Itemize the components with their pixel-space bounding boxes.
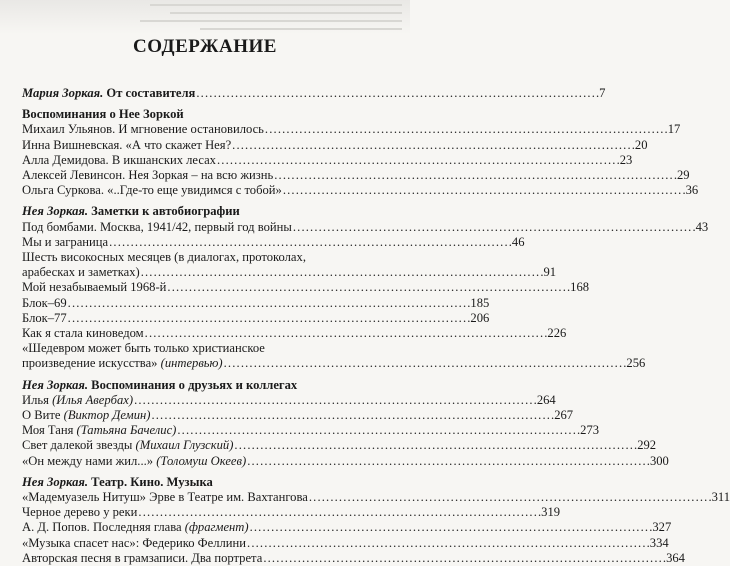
dot-leader (217, 153, 619, 168)
entry-title: От составителя (103, 86, 196, 100)
toc-entry[interactable] (22, 356, 646, 371)
entry-title: Блок–69 (22, 295, 67, 310)
dot-leader (263, 551, 665, 566)
toc-entry[interactable] (22, 168, 690, 183)
toc-entry[interactable] (22, 520, 672, 535)
entry-title: А. Д. Попов. Последняя глава (22, 520, 185, 535)
dot-leader (109, 235, 511, 250)
section-heading (22, 378, 388, 393)
dot-leader (167, 280, 569, 295)
entry-title: Мы и заграница (22, 234, 109, 249)
toc-entry-line[interactable] (22, 250, 388, 265)
toc-entry[interactable] (22, 280, 590, 295)
toc-entry[interactable] (22, 295, 490, 311)
dot-leader (134, 393, 536, 408)
toc-entry[interactable] (22, 310, 490, 326)
entry-author: Мария Зоркая. (22, 86, 104, 100)
entry-title: Моя Таня (22, 423, 77, 438)
entry-page: 267 (554, 408, 574, 423)
entry-title: Илья (22, 392, 53, 407)
section-heading: Воспоминания о Нее Зоркой (22, 107, 184, 122)
dot-leader (196, 86, 598, 101)
dot-leader (145, 326, 547, 341)
entry-note: (фрагмент) (184, 520, 249, 535)
entry-page: 319 (541, 505, 561, 520)
toc-entry[interactable] (22, 453, 669, 469)
entry-page: 226 (547, 326, 567, 341)
toc-entry[interactable] (22, 505, 561, 520)
entry-title: «Он между нами жил...» (22, 453, 157, 468)
entry-page: 17 (667, 122, 681, 137)
section-title: Театр. Кино. Музыка (88, 474, 213, 489)
entry-page: 334 (649, 535, 669, 550)
entry-note: (Илья Авербах) (52, 392, 134, 407)
dot-leader (141, 265, 543, 280)
dot-leader (293, 220, 695, 235)
toc-entry[interactable] (22, 265, 557, 280)
dot-leader (250, 520, 652, 535)
entry-title-line2: произведение искусства» (22, 356, 161, 371)
section-title: Воспоминания о друзьях и коллегах (88, 377, 298, 392)
entry-note: (Виктор Демин) (63, 408, 151, 423)
entry-title: Под бомбами. Москва, 1941/42, первый год войны (22, 219, 292, 234)
entry-page: 292 (637, 438, 657, 453)
entry-page: 300 (649, 453, 669, 468)
section-author: Нея Зоркая. (22, 474, 89, 489)
entry-page: 46 (511, 234, 525, 249)
entry-page: 264 (536, 392, 556, 407)
entry-title: Мой незабываемый 1968-й (22, 280, 167, 295)
toc-entry[interactable] (22, 550, 685, 566)
entry-page: 273 (580, 423, 600, 438)
entry-title: «Мадемуазель Нитуш» Эрве в Театре им. Вахтангова (22, 490, 308, 505)
entry-page: 20 (634, 137, 648, 152)
entry-page: 311 (711, 490, 730, 505)
toc-entry[interactable] (22, 234, 525, 250)
dot-leader (68, 311, 470, 326)
entry-page: 256 (626, 356, 646, 371)
entry-page: 91 (543, 265, 557, 280)
dot-leader (265, 122, 667, 137)
entry-title: Авторская песня в грамзаписи. Два портрета (22, 550, 263, 565)
toc-entry[interactable] (22, 438, 657, 453)
entry-page: 7 (599, 86, 606, 100)
toc-entry-line[interactable] (22, 341, 388, 356)
toc-entry[interactable] (22, 535, 669, 551)
dot-leader (283, 183, 685, 198)
dot-leader (274, 168, 676, 183)
dot-leader (232, 138, 634, 153)
toc-entry[interactable] (22, 86, 606, 101)
toc-entry[interactable] (22, 183, 699, 198)
dot-leader (177, 423, 579, 438)
toc-entry[interactable] (22, 122, 681, 137)
section-heading (22, 475, 388, 490)
toc-entry[interactable] (22, 137, 648, 153)
previous-page-bleed (0, 0, 410, 34)
entry-title: «Музыка спасет нас»: Федерико Феллини (22, 535, 247, 550)
table-of-contents (22, 86, 730, 566)
entry-title: Черное дерево у реки (22, 505, 138, 520)
entry-note: (Михаил Глузский) (135, 438, 234, 453)
dot-leader (151, 408, 553, 423)
entry-title: Алексей Левинсон. Нея Зоркая – на всю жизнь (22, 168, 274, 183)
dot-leader (68, 296, 470, 311)
entry-title-line1: «Шедевром может быть только христианское (22, 341, 265, 356)
toc-entry[interactable] (22, 392, 556, 408)
entry-title-line2: арабесках и заметках) (22, 265, 140, 280)
entry-page: 168 (570, 280, 590, 295)
entry-page: 29 (676, 168, 690, 183)
entry-page: 185 (470, 295, 490, 310)
section-author: Нея Зоркая. (22, 204, 89, 219)
entry-note: (интервью) (160, 356, 223, 371)
entry-title: Алла Демидова. В икшанских лесах (22, 152, 216, 167)
toc-entry[interactable] (22, 423, 600, 438)
entry-title: Как я стала киноведом (22, 326, 144, 341)
entry-title: О Вите (22, 408, 64, 423)
dot-leader (309, 490, 711, 505)
entry-page: 43 (695, 219, 709, 234)
toc-entry[interactable] (22, 152, 633, 168)
entry-page: 364 (666, 550, 685, 565)
dot-leader (234, 438, 636, 453)
entry-title: Ольга Суркова. «..Где-то еще увидимся с тобой» (22, 183, 282, 198)
entry-title: Блок–77 (22, 310, 67, 325)
toc-entry[interactable] (22, 490, 730, 505)
toc-entry[interactable] (22, 408, 574, 423)
dot-leader (247, 454, 649, 469)
dot-leader (247, 536, 649, 551)
page-title: СОДЕРЖАНИЕ (133, 36, 277, 57)
dot-leader (224, 356, 626, 371)
toc-entry[interactable] (22, 326, 567, 341)
entry-note: (Татьяна Бачелис) (76, 423, 177, 438)
entry-page: 36 (685, 183, 699, 198)
section-heading (22, 204, 388, 219)
entry-page: 327 (652, 520, 672, 535)
entry-title: Свет далекой звезды (22, 438, 136, 453)
entry-page: 23 (619, 152, 633, 167)
entry-title-line1: Шесть високосных месяцев (в диалогах, протоколах, (22, 250, 306, 265)
entry-title: Инна Вишневская. «А что скажет Нея? (22, 137, 232, 152)
entry-page: 206 (470, 310, 490, 325)
entry-title: Михаил Ульянов. И мгновение остановилось (22, 122, 264, 137)
section-author: Нея Зоркая. (22, 377, 89, 392)
dot-leader (138, 505, 540, 520)
section-title: Заметки к автобиографии (88, 204, 240, 219)
entry-note: (Толомуш Океев) (156, 453, 247, 468)
toc-entry[interactable] (22, 219, 709, 235)
